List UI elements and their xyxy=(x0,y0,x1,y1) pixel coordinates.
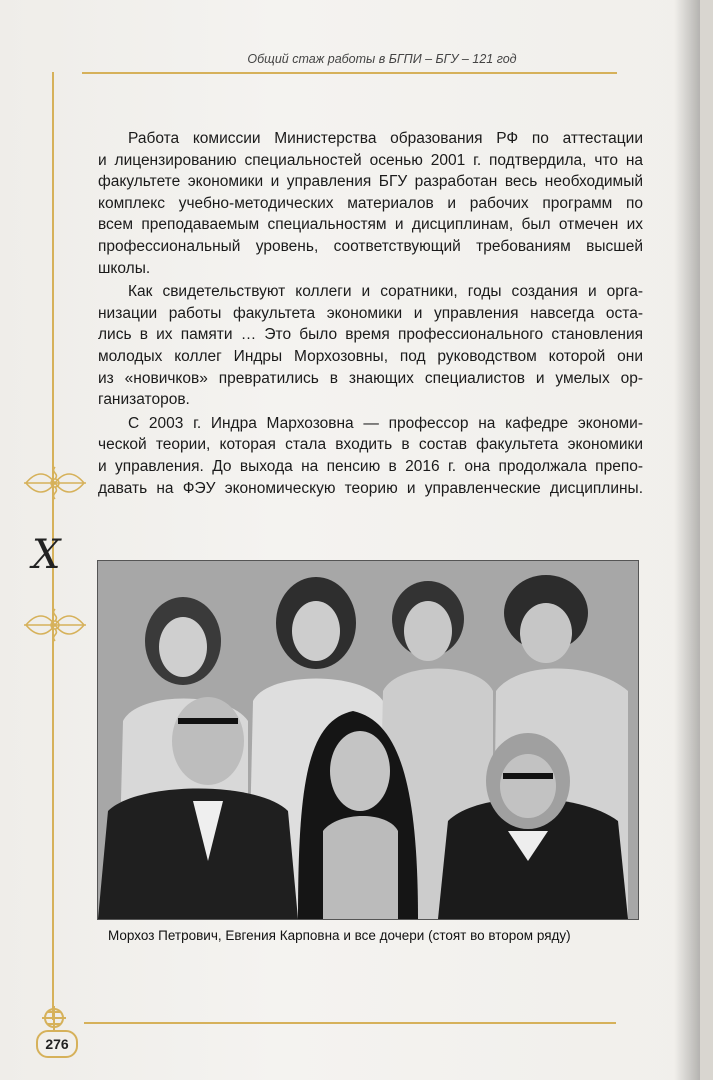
text-line: профессиональный уровень, соответствующий требованиям высшей xyxy=(98,237,643,255)
ornament-flourish-icon xyxy=(22,463,88,503)
text-line: комплекс учебно-методических материалов и рабочих программ по xyxy=(98,194,643,212)
text-line: ческой теории, которая стала входить в состав факультета экономики xyxy=(98,436,643,454)
text-line: и лицензированию специальностей осенью 2001 г. подтвердила, что на xyxy=(98,151,643,169)
family-photograph xyxy=(97,560,639,920)
photo-caption: Морхоз Петрович, Евгения Карповна и все дочери (стоят во втором ряду) xyxy=(108,928,571,943)
text-line: Работа комиссии Министерства образования РФ по аттестации xyxy=(128,130,643,147)
ornament-flourish-icon xyxy=(22,605,88,645)
text-line: низации работы факультета экономики и управления навсегда оста- xyxy=(98,304,643,322)
text-line: молодых коллег Индры Морхозовны, под руководством которой они xyxy=(98,347,643,365)
photo-figures xyxy=(98,561,638,919)
text-line: ганизаторов. xyxy=(98,391,190,409)
text-line: давать на ФЭУ экономическую теорию и управленческие дисциплины. xyxy=(98,479,643,497)
margin-initial-letter: Х xyxy=(32,532,61,578)
bottom-gold-rule xyxy=(84,1022,616,1024)
text-line: лись в их памяти … Это было время профессионального становления xyxy=(98,326,643,344)
text-line: Как свидетельствуют коллеги и соратники, годы создания и орга- xyxy=(128,283,643,301)
page-curl-shadow xyxy=(674,0,700,1080)
text-line: факультете экономики и управления БГУ разработан весь необходимый xyxy=(98,173,643,191)
running-header: Общий стаж работы в БГПИ – БГУ – 121 год xyxy=(247,52,517,66)
text-line: С 2003 г. Индра Мархозовна — профессор на кафедре экономи- xyxy=(128,414,643,432)
page-number-badge xyxy=(28,1004,80,1064)
text-line: школы. xyxy=(98,259,151,277)
text-line: и управления. До выхода на пенсию в 2016 г. она продолжала препо- xyxy=(98,457,643,475)
text-line: всем преподаваемым специальностям и дисциплинам, был отмечен их xyxy=(98,216,643,234)
text-line: из «новичков» превратились в знающих специалистов и умелых ор- xyxy=(98,369,643,387)
body-text xyxy=(98,128,643,499)
top-gold-rule xyxy=(82,72,617,74)
page-number: 276 xyxy=(36,1030,78,1058)
